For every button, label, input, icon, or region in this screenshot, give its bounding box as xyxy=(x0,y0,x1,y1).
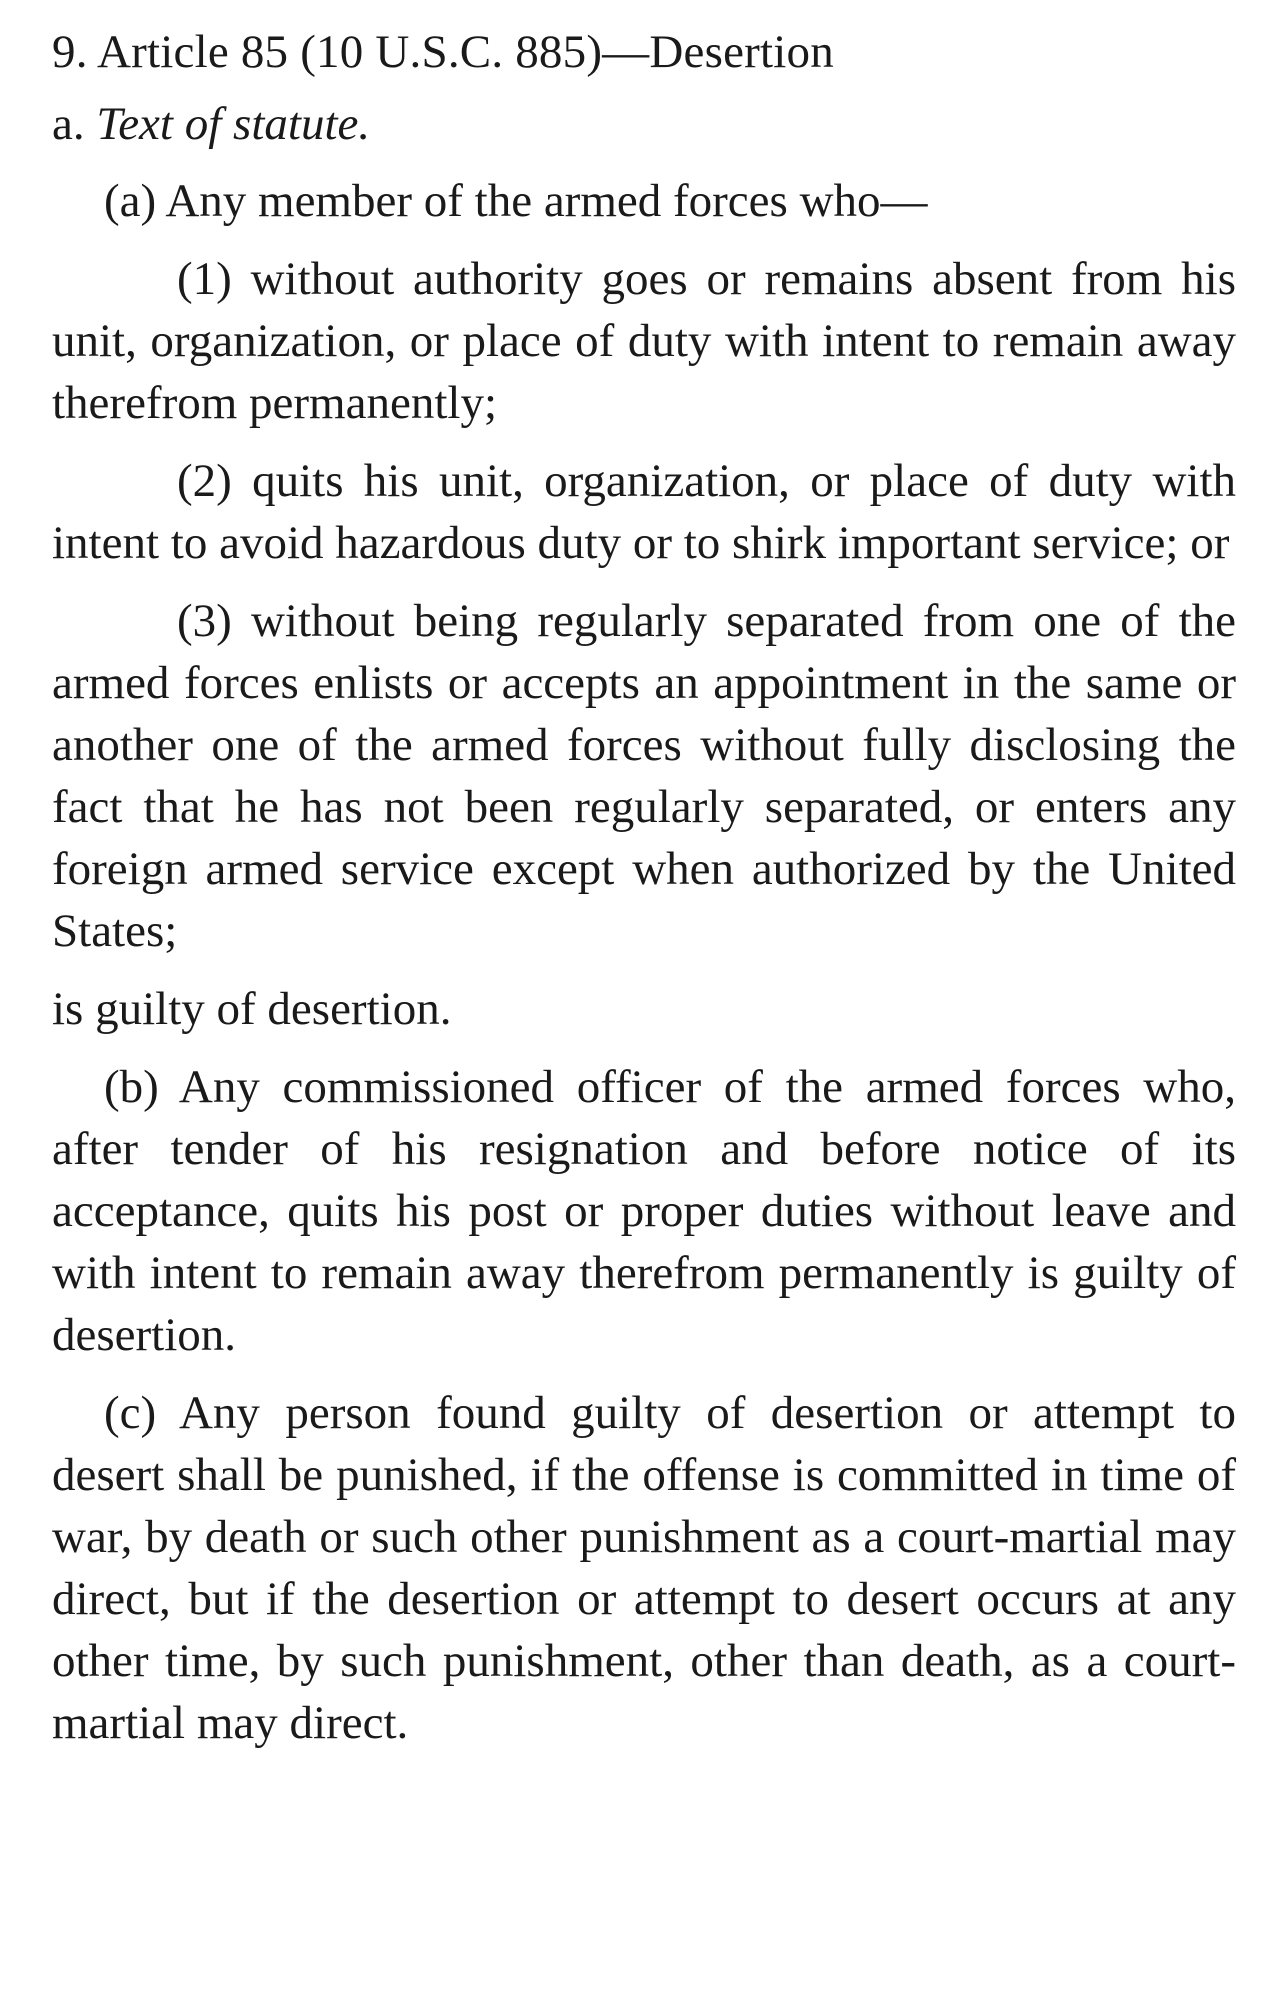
paragraph-a2: (2) quits his unit, organization, or place of duty with intent to avoid hazardous duty or to shirk important service; or xyxy=(52,455,1236,569)
paragraph-c: (c) Any person found guilty of desertion or attempt to desert shall be punished, if the offense is committed in time of war, by death or such other punishment as a court-martial may direct, but if the desertion or attempt to desert occurs at any other time, by such punishment, other than death, as a court-martial may direct. xyxy=(52,1387,1236,1749)
paragraph-b: (b) Any commissioned officer of the armed forces who, after tender of his resignation and before notice of its acceptance, quits his post or proper duties without leave and with intent to remain away therefrom permanently is guilty of desertion. xyxy=(52,1061,1236,1361)
paragraph-a1: (1) without authority goes or remains absent from his unit, organization, or place of duty with intent to remain away therefrom permanently; xyxy=(52,253,1236,429)
subheading-label: Text of statute. xyxy=(96,98,371,150)
section-subheading xyxy=(52,94,1236,154)
subheading-marker: a. xyxy=(52,98,85,150)
article-heading: 9. Article 85 (10 U.S.C. 885)—Desertion xyxy=(52,26,834,78)
paragraph-a-conclusion: is guilty of desertion. xyxy=(52,983,452,1035)
paragraph-a-intro: (a) Any member of the armed forces who— xyxy=(104,175,928,227)
paragraph-a3: (3) without being regularly separated from one of the armed forces enlists or accepts an appointment in the same or another one of the armed forces without fully disclosing the fact that he has not been regularly separated, or enters any foreign armed service except when authorized by the United States; xyxy=(52,595,1236,957)
